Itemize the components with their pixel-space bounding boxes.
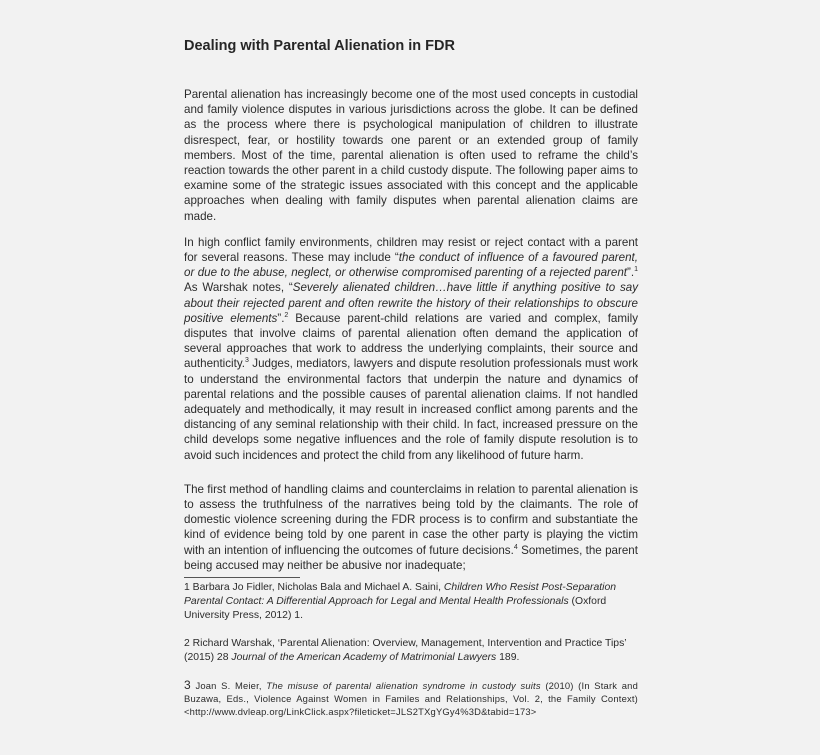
text-run: In high conflict family environments, children may resist or reject contact with a parent for several reasons. These may include “ [184, 235, 638, 265]
footnote-text: Joan S. Meier, [190, 680, 267, 692]
footnote-ref-2: 2 [284, 311, 289, 319]
footnote-1 [184, 581, 638, 623]
footnote-separator [184, 577, 300, 578]
text-run: ”. [277, 311, 285, 325]
footnote-text: 189. [496, 652, 520, 664]
text-run: Judges, mediators, lawyers and dispute resolution professionals must work to understand the environmental factors that underpin the nature and dynamics of parental relations and the possible causes of parental alienation claims. If not handled adequately and methodically, it may result in increased conflict among parents and the distancing of any seminal relationship with their child. In fact, increased pressure on the child develops some negative influences and the role of family dispute resolution is to avoid such incidences and protect the child from any likelihood of future harm. [184, 357, 638, 462]
footnote-2 [184, 637, 638, 665]
footnote-text: 1 Barbara Jo Fidler, Nicholas Bala and Michael A. Saini, [184, 582, 444, 594]
text-run: The first method of handling claims and counterclaims in relation to parental alienation is to assess the truthfulness of the narratives being told by the claimants. The role of domestic violence screening during the FDR process is to confirm and substantiate the kind of evidence being told by one parent in case the other party is playing the victim with an intention of influencing the outcomes of future decisions. [184, 482, 638, 557]
footnote-text: (Oxford University Press, 2012) 1. [184, 596, 607, 622]
footnote-ref-3: 3 [245, 357, 249, 365]
text-run: Sometimes, the parent being accused may neither be abusive nor inadequate; [184, 543, 638, 572]
paragraph-high-conflict [184, 235, 638, 463]
footnote-text: 2 Richard Warshak, ‘Parental Alienation: Overview, Management, Intervention and Practice Tips’ (2015) 28 [184, 638, 627, 664]
footnote-ref-1: 1 [634, 266, 638, 274]
footnote-3 [184, 679, 638, 718]
footnote-book-title: Children Who Resist Post-Separation Parental Contact: A Differential Approach for Legal and Mental Health Professionals [184, 582, 617, 608]
footnote-journal-title: Journal of the American Academy of Matrimonial Lawyers [231, 652, 497, 664]
text-run: As Warshak notes, “ [184, 281, 293, 295]
footnote-number: 3 [184, 678, 191, 693]
quote-fidler: the conduct of influence of a favoured parent, or due to the abuse, neglect, or otherwise compromised parenting of a rejected parent [184, 251, 638, 280]
document-title: Dealing with Parental Alienation in FDR [184, 38, 455, 54]
footnote-text: (2010) (In Stark and Buzawa, Eds., Violence Against Women in Familes and Relationships, Vol. 2, the Family Context) <http://www.dvleap.org/LinkClick.aspx?fileticket=JLS2TXgYGy4%3D&tabid=173> [184, 680, 638, 718]
footnote-ref-4: 4 [513, 543, 518, 551]
paragraph-intro: Parental alienation has increasingly become one of the most used concepts in custodial and family violence disputes in various jurisdictions across the globe. It can be defined as the process where there is psychological manipulation of children to illustrate disrespect, fear, or hostility towards one parent or an extended group of family members. Most of the time, parental alienation is often used to reframe the child’s reaction towards the other parent in a child custody dispute. The following paper aims to examine some of the strategic issues associated with this concept and the applicable approaches when dealing with family disputes when parental alienation claims are made. [184, 88, 638, 223]
document-body [184, 84, 638, 718]
footnote-article-title: The misuse of parental alienation syndrome in custody suits [266, 680, 541, 692]
paragraph-first-method [184, 482, 638, 573]
text-run: ”. [627, 266, 635, 280]
text-run: Because parent-child relations are varied and complex, family disputes that involve claims of parental alienation often demand the application of several approaches that work to address the underlying complaints, their source and authenticity. [184, 311, 638, 371]
quote-warshak: Severely alienated children…have little if anything positive to say about their rejected parent and often rewrite the history of their relationships to obscure positive elements [184, 281, 639, 325]
